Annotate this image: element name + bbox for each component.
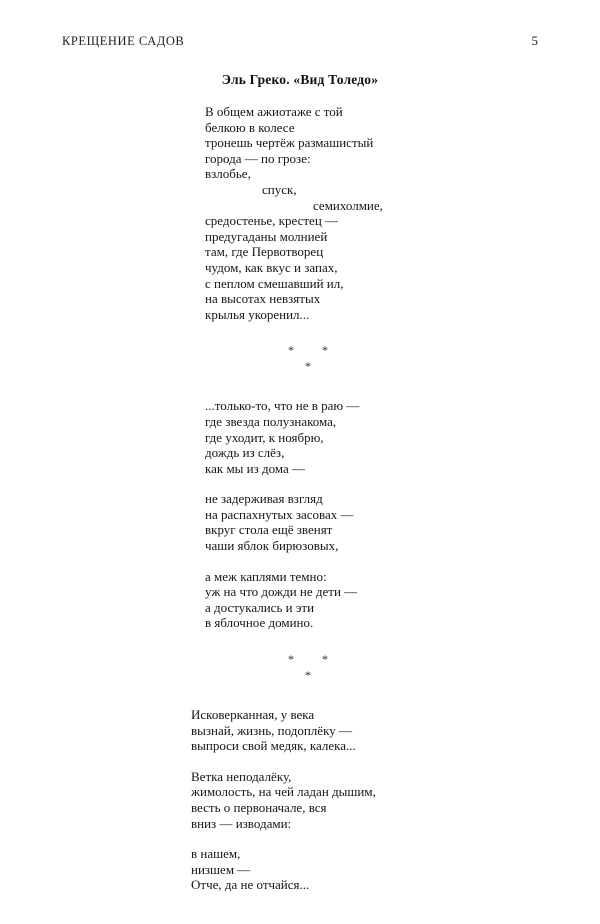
poem-section-2 — [205, 398, 545, 631]
stanza — [205, 491, 545, 553]
poem-line: вниз — изводами: — [191, 815, 292, 831]
poem-line: а меж каплями темно: — [205, 568, 327, 584]
running-head — [62, 33, 538, 51]
poem-line: в яблочное домино. — [205, 615, 314, 631]
running-head-title: КРЕЩЕНИЕ САДОВ — [62, 34, 185, 48]
stanza — [191, 846, 545, 893]
poem-line: где уходит, к ноябрю, — [205, 429, 324, 445]
section-separator — [205, 344, 545, 378]
poem-line: как мы из дома — — [205, 460, 306, 476]
stanza — [205, 569, 545, 631]
poem-line: дождь из слёз, — [205, 445, 285, 461]
poem-line: выпроси свой медяк, калека... — [191, 738, 356, 754]
poem-line: в нашем, — [191, 846, 241, 862]
poem-line: семихолмие, — [313, 197, 383, 213]
poem-line: на распахнутых засовах — — [205, 506, 354, 522]
poem-line: на высотах невзятых — [205, 291, 321, 307]
poem-line: не задерживая взгляд — [205, 491, 323, 507]
poem-body — [191, 104, 545, 893]
stanza — [191, 707, 545, 754]
asterisk-icon: * — [305, 668, 311, 683]
poem-line: там, где Первотворец — [205, 244, 324, 260]
asterisk-icon: * — [305, 359, 311, 374]
poem-line: ...только-то, что не в раю — — [205, 398, 360, 414]
poem-line: белкою в колесе — [205, 119, 295, 135]
poem-line: тронешь чертёж размашистый — [205, 135, 374, 151]
poem-section-3 — [191, 707, 545, 893]
poem-line: предугаданы молнией — [205, 228, 328, 244]
stanza — [205, 398, 545, 476]
poem-line: В общем ажиотаже с той — [205, 104, 343, 119]
poem-line: вкруг стола ещё звенят — [205, 522, 333, 538]
stanza — [191, 769, 545, 831]
poem-line: низшем — — [191, 861, 251, 877]
poem-line: Ветка неподалёку, — [191, 768, 292, 784]
poem-line: вызнай, жизнь, подоплёку — — [191, 722, 352, 738]
poem-line: Отче, да не отчайся... — [191, 877, 310, 893]
asterisk-icon: * — [288, 652, 294, 667]
poem-line: спуск, — [262, 181, 297, 197]
poem-line: чудом, как вкус и запах, — [205, 259, 338, 275]
asterisk-icon: * — [322, 652, 328, 667]
stanza — [205, 104, 545, 322]
poem-line: а достукались и эти — [205, 599, 315, 615]
poem-line: крылья укоренил... — [205, 306, 310, 322]
poem-line: с пеплом смешавший ил, — [205, 275, 344, 291]
poem-line: взлобье, — [205, 166, 251, 182]
poem-line: весть о первоначале, вся — [191, 800, 327, 815]
poem-line: чаши яблок бирюзовых, — [205, 538, 339, 554]
poem-line: города — по грозе: — [205, 150, 311, 166]
asterisk-icon: * — [288, 343, 294, 358]
poem-line: уж на что дожди не дети — — [205, 584, 358, 600]
asterisk-icon: * — [322, 343, 328, 358]
page-number: 5 — [531, 33, 538, 48]
section-separator — [205, 653, 545, 687]
poem-line: жимолость, на чей ладан дышим, — [191, 784, 376, 800]
poem-line: Исковерканная, у века — [191, 707, 315, 723]
poem-title: Эль Греко. «Вид Толедо» — [221, 72, 379, 87]
poem-line: где звезда полузнакома, — [205, 413, 337, 429]
poem-line: средостенье, крестец — — [205, 213, 339, 229]
poem-section-1 — [205, 104, 545, 322]
